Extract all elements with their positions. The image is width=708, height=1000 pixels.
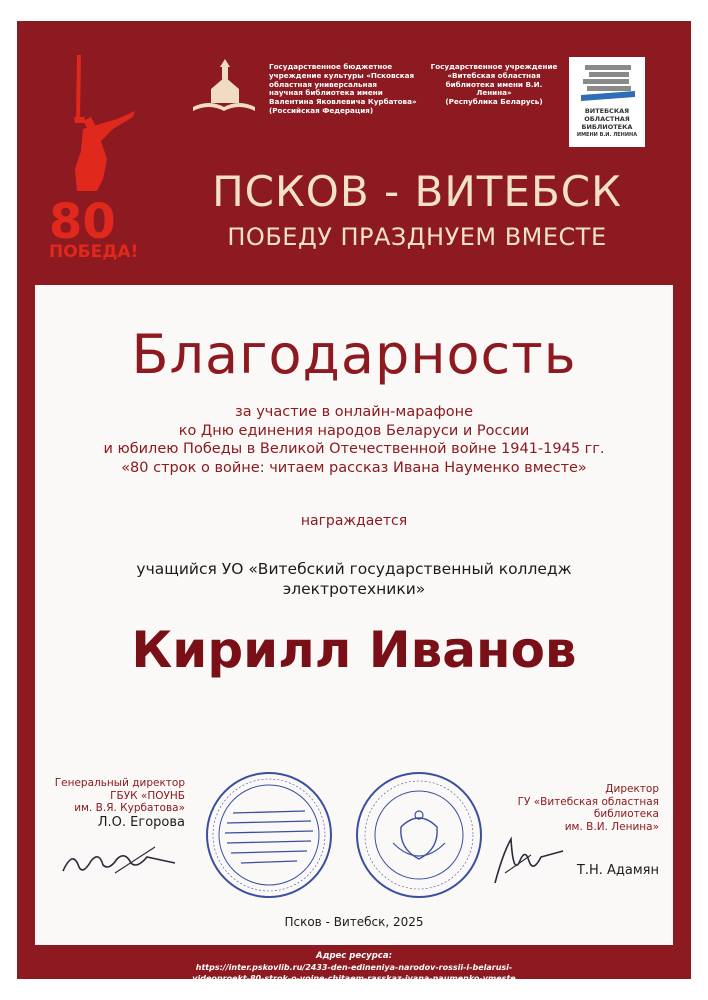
- vitebsk-library-seal: [353, 769, 485, 901]
- victory-80-logo: [47, 51, 147, 261]
- pskov-library-seal: [203, 769, 335, 901]
- vitebsk-library-logo: [569, 57, 645, 147]
- left-signatory-name: Л.О. Егорова: [97, 815, 185, 830]
- pskov-organization-text: Государственное бюджетное учреждение культуры «Псковская областная универсальная научная библиотека имени Валентина Яковлевича Курбатова» (Российская Федерация): [269, 62, 417, 115]
- student-description: учащийся УО «Витебский государственный колледж электротехники»: [136, 560, 572, 598]
- vitebsk-logo-text: ВИТЕБСКАЯ ОБЛАСТНАЯ БИБЛИОТЕКА ИМЕНИ В.И. ЛЕНИНА: [576, 107, 638, 138]
- certificate-sheet: [35, 285, 673, 945]
- victory-logo-number: 80: [49, 194, 116, 250]
- left-signatory-title: Генеральный директор ГБУК «ПОУНБ им. В.Я. Курбатова»: [54, 777, 185, 814]
- certificate-frame: [17, 21, 691, 983]
- books-icon: [581, 61, 635, 103]
- right-signatory-name: Т.Н. Адамян: [576, 863, 659, 878]
- right-handwritten-signature: [483, 833, 573, 889]
- title-line-1: ПСКОВ - ВИТЕБСК: [212, 167, 622, 216]
- victory-logo-word: ПОБЕДА!: [49, 242, 139, 261]
- title-line-2: ПОБЕДУ ПРАЗДНУЕМ ВМЕСТЕ: [227, 223, 607, 251]
- certificate-reason: за участие в онлайн-марафоне ко Дню единения народов Беларуси и России и юбилею Победы в Великой Отечественной войне 1941-1945 гг. «80 строк о войне: читаем рассказ Ивана Науменко вместе»: [103, 404, 605, 476]
- certificate-heading: Благодарность: [131, 323, 577, 386]
- resource-address: Адрес ресурса:: [316, 951, 392, 961]
- awarded-label: награждается: [300, 513, 408, 529]
- vitebsk-organization-text: Государственное учреждение «Витебская областная библиотека имени В.И. Ленина» (Республика Беларусь): [430, 62, 558, 107]
- pskov-library-emblem: [189, 59, 259, 117]
- city-year: Псков - Витебск, 2025: [284, 915, 424, 929]
- left-handwritten-signature: [55, 841, 185, 881]
- right-signatory-title: Директор ГУ «Витебская областная библиотека им. В.И. Ленина»: [517, 783, 659, 833]
- recipient-name: Кирилл Иванов: [131, 621, 577, 679]
- resource-url-line-2[interactable]: videoproekt-80-strok-o-vojne-chitaem-rasskaz-ivana-naumenko-vmeste: [192, 974, 516, 983]
- resource-url[interactable]: https://inter.pskovlib.ru/2433-den-edineniya-narodov-rossii-i-belarusi- videoproekt-80-strok-o-vojne-chitaem-rasskaz-ivana-naumenko-vmeste: [17, 962, 691, 984]
